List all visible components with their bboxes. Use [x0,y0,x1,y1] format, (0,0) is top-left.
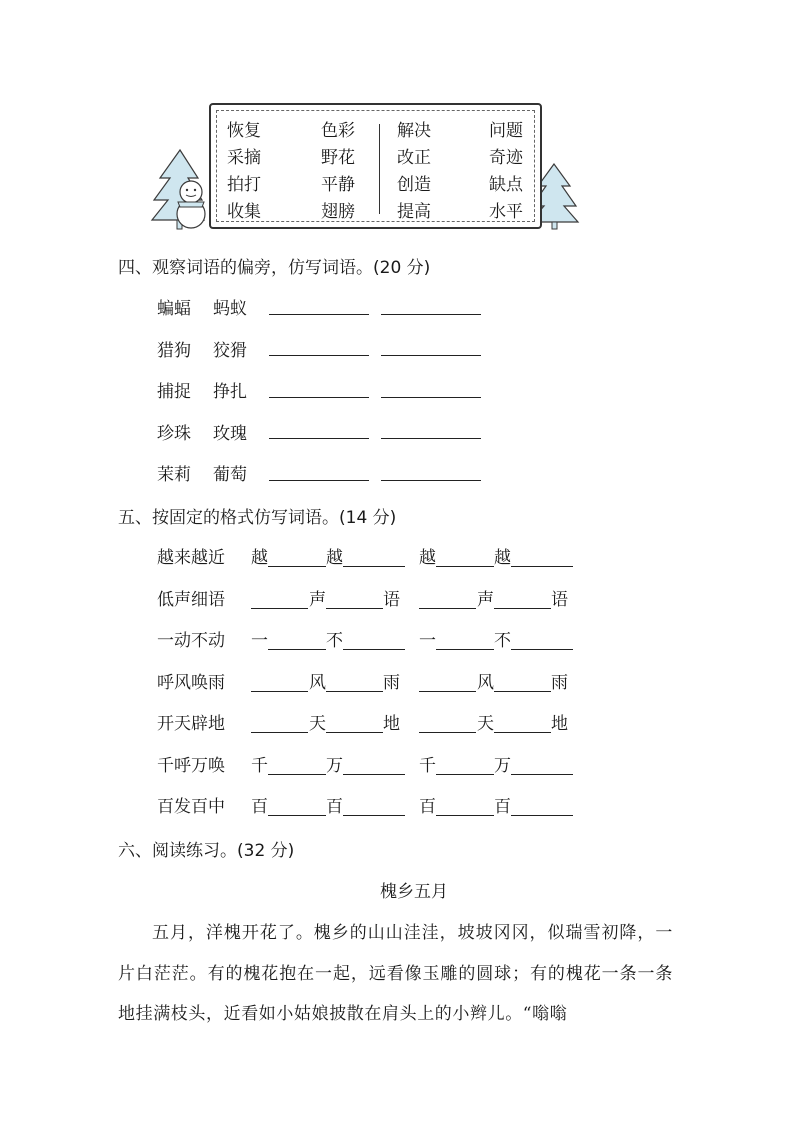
q5-row [0,751,794,779]
word-box-word: 缺点 [489,175,523,195]
word-box-word: 改正 [397,148,431,168]
q5-blank[interactable] [494,608,551,609]
word-box-word: 拍打 [227,175,261,195]
q5-pattern-char: 一 [419,631,436,651]
q5-blank[interactable] [251,691,308,692]
q5-row [0,585,794,613]
word-box-word: 创造 [397,175,431,195]
q5-pattern-char: 百 [326,797,343,817]
q5-pattern-char: 百 [419,797,436,817]
q5-blank[interactable] [511,815,573,816]
q5-word: 越来越近 [157,548,225,568]
q6-heading: 六、阅读练习。(32 分) [118,841,295,861]
q5-blank[interactable] [268,774,326,775]
q5-blank[interactable] [343,815,405,816]
q4-answer-blank[interactable] [381,438,481,439]
q4-answer-blank[interactable] [269,480,369,481]
q5-blank[interactable] [326,691,383,692]
q5-pattern-char: 越 [419,548,436,568]
word-box-word: 野花 [321,148,355,168]
q5-row [0,709,794,737]
q4-word: 捕捉 [157,382,191,402]
q5-pattern-char: 百 [494,797,511,817]
q5-blank[interactable] [326,608,383,609]
q5-blank[interactable] [436,649,494,650]
q5-pattern-char: 不 [494,631,511,651]
q5-row [0,668,794,696]
q4-word: 蚂蚁 [213,299,247,319]
q5-row [0,543,794,571]
word-box-word: 采摘 [227,148,261,168]
word-box-word: 解决 [397,121,431,141]
word-box-inner-border [216,110,535,222]
q4-word: 猎狗 [157,341,191,361]
passage-title: 槐乡五月 [380,882,448,902]
q5-pattern-char: 万 [494,756,511,776]
q4-word: 狡猾 [213,341,247,361]
q5-pattern-char: 地 [383,714,400,734]
q5-pattern-char: 越 [326,548,343,568]
q4-word: 葡萄 [213,465,247,485]
q5-pattern-char: 越 [494,548,511,568]
passage-paragraph: 五月，洋槐开花了。槐乡的山山洼洼，坡坡冈冈，似瑞雪初降，一片白茫茫。有的槐花抱在一起，远看像玉雕的圆球；有的槐花一条一条地挂满枝头，近看如小姑娘披散在肩头上的小辫儿。“嗡嗡 [118,923,673,1024]
q5-pattern-char: 千 [419,756,436,776]
q5-word: 一动不动 [157,631,225,651]
q5-pattern-char: 雨 [383,673,400,693]
q5-pattern-char: 千 [251,756,268,776]
q4-word: 蝙蝠 [157,299,191,319]
snowman-icon [170,178,212,230]
q5-pattern-char: 雨 [551,673,568,693]
q5-pattern-char: 声 [477,590,494,610]
word-box-divider [379,124,380,214]
q5-pattern-char: 天 [477,714,494,734]
q4-answer-blank[interactable] [381,355,481,356]
q5-word: 呼风唤雨 [157,673,225,693]
q5-pattern-char: 一 [251,631,268,651]
q5-blank[interactable] [343,774,405,775]
q5-pattern-char: 天 [309,714,326,734]
q5-blank[interactable] [436,815,494,816]
word-box-word: 色彩 [321,121,355,141]
q5-blank[interactable] [343,566,405,567]
q5-pattern-char: 语 [383,590,400,610]
q4-word: 玫瑰 [213,424,247,444]
q5-blank[interactable] [268,566,326,567]
q5-pattern-char: 语 [551,590,568,610]
word-box-word: 问题 [489,121,523,141]
q4-answer-blank[interactable] [381,314,481,315]
q5-pattern-char: 声 [309,590,326,610]
q4-word: 挣扎 [213,382,247,402]
q4-answer-blank[interactable] [269,438,369,439]
word-box-word: 翅膀 [321,202,355,222]
q5-blank[interactable] [419,732,476,733]
q4-word: 茉莉 [157,465,191,485]
q5-blank[interactable] [419,691,476,692]
q5-blank[interactable] [494,691,551,692]
q5-pattern-char: 风 [477,673,494,693]
word-box-word: 平静 [321,175,355,195]
q5-blank[interactable] [251,608,308,609]
word-box-word: 恢复 [227,121,261,141]
word-box-word: 提高 [397,202,431,222]
q5-blank[interactable] [494,732,551,733]
q5-word: 低声细语 [157,590,225,610]
q4-answer-blank[interactable] [269,355,369,356]
q5-word: 千呼万唤 [157,756,225,776]
q5-blank[interactable] [419,608,476,609]
q5-blank[interactable] [268,649,326,650]
q5-blank[interactable] [436,566,494,567]
q5-pattern-char: 不 [326,631,343,651]
q4-answer-blank[interactable] [269,314,369,315]
q4-heading: 四、观察词语的偏旁，仿写词语。(20 分) [118,258,431,278]
q5-blank[interactable] [511,774,573,775]
q5-pattern-char: 越 [251,548,268,568]
q4-word: 珍珠 [157,424,191,444]
q5-blank[interactable] [511,649,573,650]
q5-blank[interactable] [511,566,573,567]
q5-pattern-char: 地 [551,714,568,734]
q5-word: 百发百中 [157,797,225,817]
q5-blank[interactable] [326,732,383,733]
word-box-word: 收集 [227,202,261,222]
q5-pattern-char: 万 [326,756,343,776]
q5-heading: 五、按固定的格式仿写词语。(14 分) [118,508,397,528]
q5-pattern-char: 百 [251,797,268,817]
q5-blank[interactable] [436,774,494,775]
word-box-word: 水平 [489,202,523,222]
q5-blank[interactable] [343,649,405,650]
q5-row [0,792,794,820]
q4-answer-blank[interactable] [381,480,481,481]
q5-pattern-char: 风 [309,673,326,693]
word-box-word: 奇迹 [489,148,523,168]
q5-word: 开天辟地 [157,714,225,734]
q5-row [0,626,794,654]
q4-answer-blank[interactable] [269,397,369,398]
q4-answer-blank[interactable] [381,397,481,398]
q5-blank[interactable] [251,732,308,733]
q5-blank[interactable] [268,815,326,816]
